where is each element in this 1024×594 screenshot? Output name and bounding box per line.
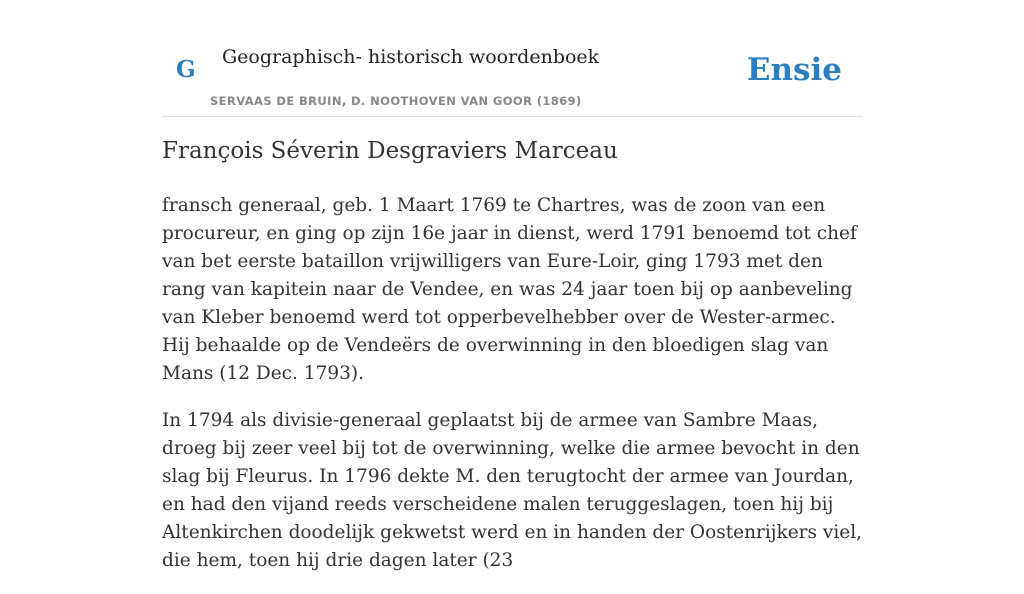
book-author: SERVAAS DE BRUIN, D. NOOTHOVEN VAN GOOR (1869) <box>210 94 582 108</box>
page <box>162 0 863 571</box>
header <box>162 0 862 117</box>
entry-body <box>162 192 867 594</box>
book-icon[interactable]: G <box>176 56 196 83</box>
entry-paragraph-2: In 1794 als divisie-generaal geplaatst bij de armee van Sambre Maas, droeg bij zeer veel bij tot de overwinning, welke die armee bevocht in den slag bij Fleurus. In 1796 dekte M. den terugtocht der armee van Jourdan, en had den vijand reeds verscheidene malen teruggeslagen, toen hij bij Altenkirchen doodelijk gekwetst werd en in handen der Oostenrijkers viel, die hem, toen hij drie dagen later (23 <box>162 410 863 571</box>
ensie-logo[interactable]: Ensie <box>746 52 842 88</box>
entry-paragraph-1: fransch generaal, geb. 1 Maart 1769 te Chartres, was de zoon van een procureur, en ging op zijn 16e jaar in dienst, werd 1791 benoemd tot chef van bet eerste bataillon vrijwilligers van Eure-Loir, ging 1793 met den rang van kapitein naar de Vendee, en was 24 jaar toen bij op aanbeveling van Kleber benoemd werd tot opperbevelhebber over de Wester-armec. Hij behaalde op de Vendeërs de overwinning in den bloedigen slag van Mans (12 Dec. 1793). <box>162 195 857 384</box>
book-title-link[interactable]: Geographisch- historisch woordenboek <box>222 46 600 68</box>
entry-title: François Séverin Desgraviers Marceau <box>162 138 618 164</box>
